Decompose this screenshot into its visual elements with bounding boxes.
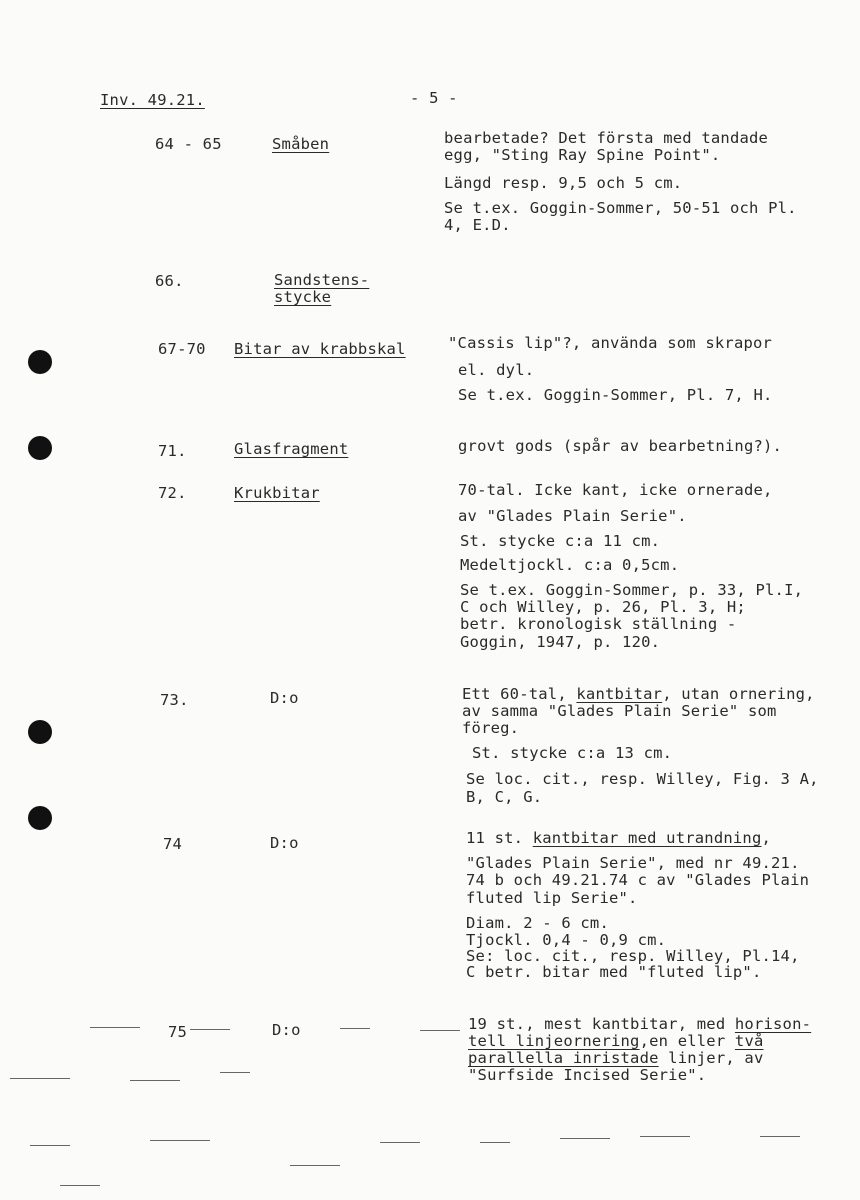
entry-name: Bitar av krabbskal <box>234 340 406 358</box>
entry-line: 19 st., mest kantbitar, med horison- <box>468 1015 812 1033</box>
entry-line: Längd resp. 9,5 och 5 cm. <box>444 174 683 192</box>
binder-hole <box>28 436 52 460</box>
scan-artifact <box>150 1140 210 1141</box>
binder-hole <box>28 720 52 744</box>
scan-artifact <box>420 1030 460 1031</box>
entry-name: Glasfragment <box>234 440 349 458</box>
entry-line: "Cassis lip"?, använda som skrapor <box>448 334 773 352</box>
entry-name: D:o <box>270 834 299 852</box>
entry-line: Tjockl. 0,4 - 0,9 cm. <box>466 931 667 949</box>
scan-artifact <box>30 1145 70 1146</box>
entry-number: 74 <box>163 835 183 853</box>
entry-number: 64 - 65 <box>155 135 222 153</box>
entry-line: C betr. bitar med "fluted lip". <box>466 963 762 981</box>
entry-line: av samma "Glades Plain Serie" som <box>462 702 777 720</box>
entry-line: St. stycke c:a 11 cm. <box>460 532 661 550</box>
entry-name: Sandstens- <box>274 271 370 289</box>
entry-line: "Glades Plain Serie", med nr 49.21. <box>466 854 800 872</box>
entry-name: D:o <box>270 689 299 707</box>
entry-line: Se t.ex. Goggin-Sommer, 50-51 och Pl. <box>444 199 797 217</box>
entry-line: "Surfside Incised Serie". <box>468 1066 707 1084</box>
entry-line: egg, "Sting Ray Spine Point". <box>444 146 721 164</box>
scan-artifact <box>560 1138 610 1139</box>
scan-artifact <box>340 1028 370 1029</box>
entry-number: 73. <box>160 691 189 709</box>
entry-number: 75 <box>168 1023 188 1041</box>
entry-name: Småben <box>272 135 330 153</box>
entry-line: fluted lip Serie". <box>466 889 638 907</box>
entry-line: Goggin, 1947, p. 120. <box>460 633 661 651</box>
entry-number: 66. <box>155 272 184 290</box>
scan-artifact <box>640 1136 690 1137</box>
page-number: - 5 - <box>410 89 458 107</box>
entry-line: 74 b och 49.21.74 c av "Glades Plain <box>466 871 810 889</box>
entry-line: Se t.ex. Goggin-Sommer, p. 33, Pl.I, <box>460 581 804 599</box>
entry-line: 70-tal. Icke kant, icke ornerade, <box>458 481 773 499</box>
scan-artifact <box>480 1142 510 1143</box>
entry-line: Se t.ex. Goggin-Sommer, Pl. 7, H. <box>458 386 773 404</box>
entry-number: 72. <box>158 484 187 502</box>
inventory-ref: Inv. 49.21. <box>100 91 205 109</box>
scan-artifact <box>220 1072 250 1073</box>
entry-line: föreg. <box>462 719 520 737</box>
scan-artifact <box>10 1078 70 1079</box>
entry-line: 11 st. kantbitar med utrandning, <box>466 829 772 847</box>
entry-line: parallella inristade linjer, av <box>468 1049 764 1067</box>
scan-artifact <box>380 1142 420 1143</box>
entry-line: Ett 60-tal, kantbitar, utan ornering, <box>462 685 815 703</box>
entry-line: grovt gods (spår av bearbetning?). <box>458 437 783 455</box>
binder-hole <box>28 350 52 374</box>
entry-name: D:o <box>272 1021 301 1039</box>
entry-line: Medeltjockl. c:a 0,5cm. <box>460 556 680 574</box>
entry-line: B, C, G. <box>466 788 543 806</box>
entry-line: St. stycke c:a 13 cm. <box>472 744 673 762</box>
entry-line: av "Glades Plain Serie". <box>458 507 687 525</box>
entry-number: 67-70 <box>158 340 206 358</box>
scan-artifact <box>60 1185 100 1186</box>
entry-line: el. dyl. <box>458 361 535 379</box>
entry-number: 71. <box>158 442 187 460</box>
scan-artifact <box>290 1165 340 1166</box>
entry-line: Se: loc. cit., resp. Willey, Pl.14, <box>466 947 800 965</box>
entry-name: Krukbitar <box>234 484 320 502</box>
entry-line: C och Willey, p. 26, Pl. 3, H; <box>460 598 746 616</box>
entry-line: Se loc. cit., resp. Willey, Fig. 3 A, <box>466 770 819 788</box>
scan-artifact <box>90 1027 140 1028</box>
scan-artifact <box>760 1136 800 1137</box>
entry-name: stycke <box>274 288 332 306</box>
entry-line: Diam. 2 - 6 cm. <box>466 914 609 932</box>
binder-hole <box>28 806 52 830</box>
entry-line: bearbetade? Det första med tandade <box>444 129 769 147</box>
entry-line: tell linjeornering,en eller två <box>468 1032 764 1050</box>
entry-line: 4, E.D. <box>444 216 511 234</box>
scan-artifact <box>190 1029 230 1030</box>
scan-artifact <box>130 1080 180 1081</box>
entry-line: betr. kronologisk ställning - <box>460 615 737 633</box>
